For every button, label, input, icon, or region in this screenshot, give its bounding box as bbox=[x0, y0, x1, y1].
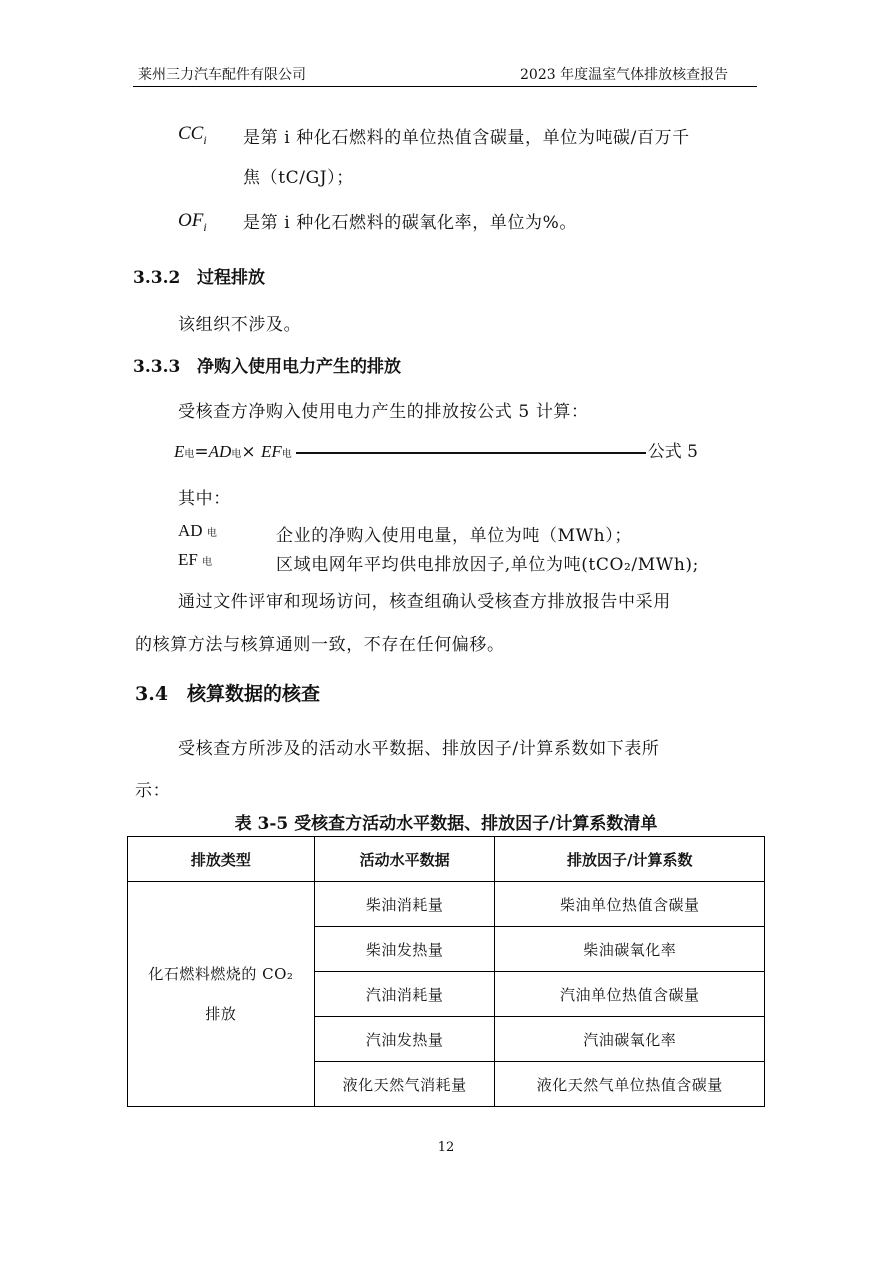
formula-label: 公式 5 bbox=[647, 442, 698, 462]
def-cc-text: 是第 i 种化石燃料的单位热值含碳量，单位为吨碳/百万千 bbox=[243, 128, 690, 148]
emission-data-table bbox=[127, 836, 765, 1107]
conclusion-line-1: 通过文件评审和现场访问，核查组确认受核查方排放报告中采用 bbox=[178, 592, 671, 612]
symbol-cc: $CC_i$ bbox=[178, 123, 207, 147]
cell-activity: 汽油消耗量 bbox=[314, 972, 495, 1017]
sec-34-body-2: 示： bbox=[135, 781, 171, 801]
col-header-activity-data: 活动水平数据 bbox=[314, 837, 495, 882]
heading-3-3-2: 3.3.2 过程排放 bbox=[133, 268, 265, 288]
symbol-of: $OF_i$ bbox=[178, 210, 207, 234]
qizhong-label: 其中： bbox=[178, 489, 231, 509]
def-ef-text: 区域电网年平均供电排放因子,单位为吨(tCO₂/MWh); bbox=[276, 555, 699, 575]
def-cc-continuation: 焦（tC/GJ）； bbox=[243, 168, 354, 188]
col-header-emission-type: 排放类型 bbox=[128, 837, 315, 882]
formula-5: E电=AD电× EF电 公式 5 bbox=[174, 442, 698, 462]
def-ad-code: AD 电 bbox=[178, 521, 217, 540]
def-ef-code: EF 电 bbox=[178, 550, 213, 569]
header-rule bbox=[133, 86, 757, 87]
def-of-text: 是第 i 种化石燃料的碳氧化率，单位为%。 bbox=[243, 213, 577, 233]
conclusion-line-2: 的核算方法与核算通则一致，不存在任何偏移。 bbox=[135, 635, 505, 655]
cell-activity: 液化天然气消耗量 bbox=[314, 1062, 495, 1107]
cell-factor: 柴油碳氧化率 bbox=[495, 927, 765, 972]
sec-332-body: 该组织不涉及。 bbox=[178, 315, 302, 335]
sec-333-intro: 受核查方净购入使用电力产生的排放按公式 5 计算： bbox=[178, 402, 589, 422]
cell-activity: 柴油消耗量 bbox=[314, 882, 495, 927]
cell-activity: 汽油发热量 bbox=[314, 1017, 495, 1062]
table-caption: 表 3-5 受核查方活动水平数据、排放因子/计算系数清单 bbox=[234, 814, 658, 834]
heading-3-3-3: 3.3.3 净购入使用电力产生的排放 bbox=[133, 357, 401, 377]
cell-factor: 汽油单位热值含碳量 bbox=[495, 972, 765, 1017]
heading-3-4: 3.4 核算数据的核查 bbox=[135, 683, 321, 705]
formula-leader-line bbox=[296, 452, 646, 454]
def-ad-text: 企业的净购入使用电量，单位为吨（MWh）； bbox=[276, 526, 632, 546]
cell-factor: 汽油碳氧化率 bbox=[495, 1017, 765, 1062]
header-report-title: 2023 年度温室气体排放核查报告 bbox=[520, 67, 729, 83]
header-company: 莱州三力汽车配件有限公司 bbox=[138, 67, 306, 83]
table-row bbox=[128, 882, 765, 927]
table-header-row bbox=[128, 837, 765, 882]
cell-factor: 柴油单位热值含碳量 bbox=[495, 882, 765, 927]
cell-activity: 柴油发热量 bbox=[314, 927, 495, 972]
cell-emission-type-merged: 化石燃料燃烧的 CO₂ 排放 bbox=[128, 882, 315, 1107]
col-header-emission-factor: 排放因子/计算系数 bbox=[495, 837, 765, 882]
page-number: 12 bbox=[437, 1140, 455, 1155]
sec-34-body-1: 受核查方所涉及的活动水平数据、排放因子/计算系数如下表所 bbox=[178, 739, 660, 759]
cell-factor: 液化天然气单位热值含碳量 bbox=[495, 1062, 765, 1107]
